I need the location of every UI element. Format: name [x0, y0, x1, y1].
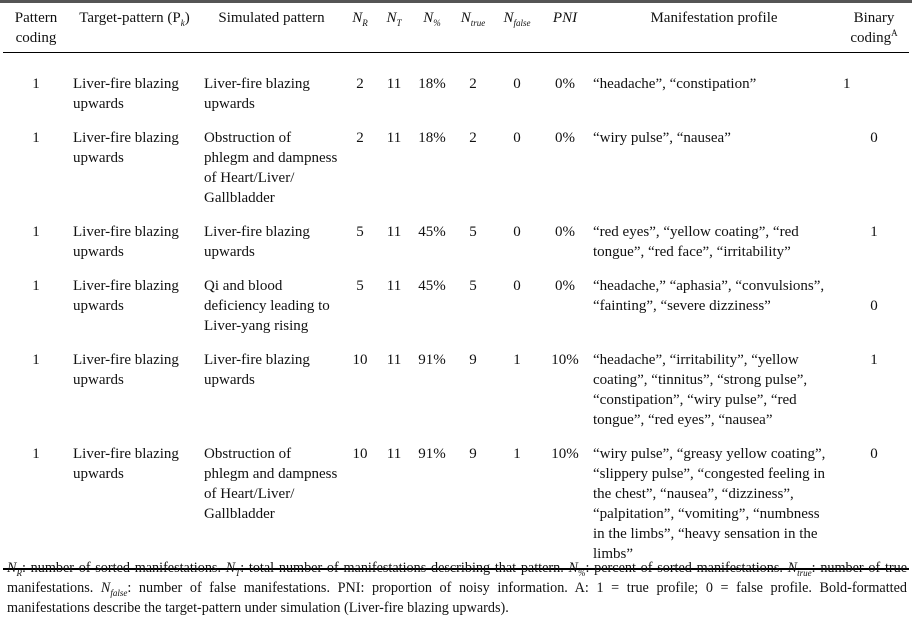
table-footnote	[7, 558, 907, 618]
table-row	[3, 430, 909, 569]
cell-npct: 45%	[418, 224, 446, 240]
cell-target: Liver-fire blazing upwards	[73, 224, 179, 260]
header-row	[3, 6, 909, 53]
cell-profile: “headache”, “constipation”	[593, 76, 757, 92]
cell-nfalse: 0	[513, 76, 521, 92]
cell-ntrue: 2	[469, 76, 477, 92]
cell-nt: 11	[386, 130, 402, 146]
table-row	[3, 208, 909, 262]
cell-pni: 0%	[555, 130, 575, 146]
cell-binary: 0	[870, 298, 878, 314]
cell-nfalse: 1	[513, 352, 521, 368]
cell-npct: 91%	[411, 430, 453, 569]
cell-profile: “red eyes”, “yellow coating”, “red tongue”, “red face”, “irritability”	[593, 224, 799, 260]
header-ntrue: $N_{true}$	[453, 6, 493, 53]
cell-coding: 1	[32, 352, 40, 368]
cell-pni: 0%	[555, 224, 575, 240]
cell-ntrue: 2	[469, 130, 477, 146]
table-row	[3, 53, 909, 115]
cell-nr: 5	[356, 224, 364, 240]
cell-simulated: Liver-fire blazing upwards	[204, 352, 310, 388]
cell-nfalse: 1	[493, 430, 541, 569]
cell-pni: 0%	[555, 278, 575, 294]
cell-nr: 10	[352, 352, 368, 368]
header-target-pattern: Target-pattern $(P_k)$	[69, 6, 200, 53]
cell-nr: 2	[356, 130, 364, 146]
cell-target: Liver-fire blazing upwards	[69, 430, 200, 569]
cell-coding: 1	[32, 76, 40, 92]
cell-nfalse: 0	[513, 278, 521, 294]
cell-target: Liver-fire blazing upwards	[73, 76, 179, 112]
cell-profile: “wiry pulse”, “nausea”	[593, 130, 731, 146]
footnote-text: $N_R$: number of sorted manifestations. $N_T$: total number of manifestations describing that pattern. $N_{\%}$: percent of sorted manifestations. $N_{true}$: number of true manifestations. $N_{false}$: number of false manifestations. PNI: proportion of noisy information. A: 1 = true profile; 0 = false profile. Bold-formatted manifestations describe the target-pattern under simulation (Liver-fire blazing upwards).	[7, 560, 908, 616]
cell-npct: 18%	[418, 76, 446, 92]
cell-target: Liver-fire blazing upwards	[73, 130, 179, 166]
cell-target: Liver-fire blazing upwards	[73, 352, 179, 388]
cell-binary: 1	[843, 76, 851, 92]
cell-binary: 1	[870, 224, 878, 240]
cell-ntrue: 9	[469, 352, 477, 368]
header-pattern-coding: Pattern coding	[3, 6, 69, 53]
header-nfalse: $N_{false}$	[493, 6, 541, 53]
cell-nt: 11	[386, 352, 402, 368]
cell-nt: 11	[386, 76, 402, 92]
cell-nt: 11	[377, 430, 411, 569]
header-binary-coding: Binary coding$^A$	[839, 6, 909, 53]
cell-nfalse: 0	[513, 130, 521, 146]
header-manifestation-profile: Manifestation profile	[589, 6, 839, 53]
cell-nr: 2	[356, 76, 364, 92]
cell-npct: 18%	[418, 130, 446, 146]
results-table	[3, 6, 909, 570]
cell-nr: 5	[356, 278, 364, 294]
cell-binary: 1	[870, 352, 878, 368]
cell-nt: 11	[386, 278, 402, 294]
cell-nr: 10	[343, 430, 377, 569]
cell-simulated: Liver-fire blazing upwards	[204, 224, 310, 260]
cell-simulated: Obstruction of phlegm and dampness of Heart/Liver/ Gallbladder	[200, 430, 343, 569]
cell-npct: 91%	[418, 352, 446, 368]
cell-profile: “headache,” “aphasia”, “convulsions”, “fainting”, “severe dizziness”	[593, 278, 825, 314]
header-npct: $N_{\%}$	[411, 6, 453, 53]
cell-target: Liver-fire blazing upwards	[73, 278, 179, 314]
table-row	[3, 262, 909, 336]
cell-npct: 45%	[418, 278, 446, 294]
cell-pni: 10%	[541, 430, 589, 569]
cell-coding: 1	[32, 130, 40, 146]
cell-profile: “wiry pulse”, “greasy yellow coating”, “slippery pulse”, “congested feeling in the chest”, “nausea”, “dizziness”, “palpitation”, “vomiting”, “numbness in the limbs”, “heavy sensation in the limbs”	[589, 430, 839, 569]
cell-nt: 11	[386, 224, 402, 240]
cell-coding: 1	[32, 278, 40, 294]
cell-coding: 1	[3, 430, 69, 569]
cell-ntrue: 9	[453, 430, 493, 569]
cell-simulated: Qi and blood deficiency leading to Liver-yang rising	[204, 278, 330, 334]
cell-simulated: Obstruction of phlegm and dampness of Heart/Liver/ Gallbladder	[204, 130, 338, 206]
cell-coding: 1	[32, 224, 40, 240]
header-nt: $N_T$	[377, 6, 411, 53]
table-row	[3, 336, 909, 430]
cell-pni: 0%	[555, 76, 575, 92]
cell-profile: “headache”, “irritability”, “yellow coating”, “tinnitus”, “strong pulse”, “constipation”, “wiry pulse”, “red tongue”, “red eyes”, “nausea”	[593, 352, 808, 428]
cell-binary: 0	[870, 130, 878, 146]
header-pni: PNI	[541, 6, 589, 53]
cell-pni: 10%	[551, 352, 579, 368]
table-row	[3, 114, 909, 208]
header-simulated-pattern: Simulated pattern	[200, 6, 343, 53]
cell-ntrue: 5	[469, 224, 477, 240]
cell-ntrue: 5	[469, 278, 477, 294]
header-nr: $N_R$	[343, 6, 377, 53]
cropped-caption-edge	[0, 0, 912, 3]
cell-simulated: Liver-fire blazing upwards	[204, 76, 310, 112]
cell-nfalse: 0	[513, 224, 521, 240]
cell-binary: 0	[839, 430, 909, 569]
